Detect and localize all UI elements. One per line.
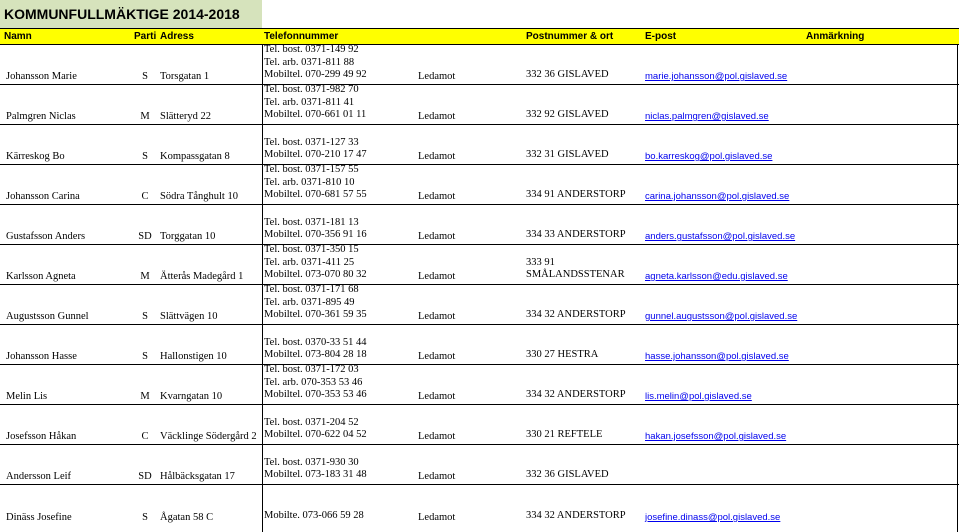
email-link[interactable]: marie.johansson@pol.gislaved.se [645,71,788,82]
phone-number: Mobiltel. 070-681 57 55 [264,189,367,201]
table-row [0,445,959,485]
phone-list [264,84,366,122]
phone-list [264,457,367,482]
phone-number: Tel. bost. 0371-181 13 [264,216,359,228]
email-link[interactable]: agneta.karlsson@edu.gislaved.se [645,271,788,282]
email-link[interactable]: hakan.josefsson@pol.gislaved.se [645,431,787,442]
table-row [0,485,959,525]
member-party: M [140,271,150,282]
member-name: Karlsson Agneta [6,271,76,282]
table-row [0,365,959,405]
member-party: S [142,512,148,523]
member-role: Ledamot [418,271,456,282]
phone-number: Mobiltel. 073-183 31 48 [264,469,367,481]
phone-number: Tel. bost. 0371-157 55 [264,164,359,176]
postal-line: 332 31 GISLAVED [526,149,609,161]
postal-line: 333 91 [526,256,555,268]
postal-address [526,229,626,242]
member-address: Hallonstigen 10 [160,351,227,362]
table-row [0,205,959,245]
member-name: Kärreskog Bo [6,151,65,162]
phone-number: Mobiltel. 073-804 28 18 [264,349,367,361]
phone-number: Tel. bost. 0371-350 15 [264,244,359,256]
member-role: Ledamot [418,431,456,442]
phone-number: Tel. bost. 0371-930 30 [264,456,359,468]
phone-number: Tel. bost. 0371-171 68 [264,284,359,296]
header-namn: Namn [4,31,32,42]
postal-line: 330 21 REFTELE [526,429,603,441]
member-name: Gustafsson Anders [6,231,86,242]
postal-address [526,189,626,202]
member-address: Kvarngatan 10 [160,391,223,402]
member-role: Ledamot [418,311,456,322]
phone-number: Mobiltel. 070-356 91 16 [264,229,367,241]
postal-address [526,149,609,162]
member-party: SD [138,471,152,482]
header-postnummer: Postnummer & ort [526,31,614,42]
postal-line: SMÅLANDSSTENAR [526,269,625,281]
member-role: Ledamot [418,471,456,482]
member-address: Ågatan 58 C [160,512,214,523]
member-role: Ledamot [418,151,456,162]
header-anmarkning: Anmärkning [806,31,865,42]
member-role: Ledamot [418,351,456,362]
postal-address [526,469,609,482]
phone-list [264,417,367,442]
email-link[interactable]: niclas.palmgren@gislaved.se [645,111,769,122]
postal-address [526,257,625,282]
member-party: S [142,71,148,82]
phone-list [264,284,367,322]
phone-list [264,137,367,162]
postal-address [526,309,626,322]
phone-number: Tel. bost. 0371-204 52 [264,416,359,428]
phone-number: Mobiltel. 073-070 80 32 [264,269,367,281]
member-party: C [141,191,149,202]
postal-line: 332 36 GISLAVED [526,69,609,81]
postal-line: 334 32 ANDERSTORP [526,309,626,321]
table-row [0,325,959,365]
member-role: Ledamot [418,111,456,122]
phone-number: Tel. bost. 0371-172 03 [264,364,359,376]
member-role: Ledamot [418,231,456,242]
table-row [0,285,959,325]
phone-number: Tel. bost. 0371-149 92 [264,44,359,56]
phone-number: Mobiltel. 070-622 04 52 [264,429,367,441]
phone-number: Tel. arb. 0371-810 10 [264,176,355,188]
postal-address [526,349,598,362]
member-party: M [140,111,150,122]
member-name: Johansson Marie [6,71,77,82]
postal-line: 332 92 GISLAVED [526,109,609,121]
email-link[interactable]: bo.karreskog@pol.gislaved.se [645,151,773,162]
postal-line: 334 32 ANDERSTORP [526,510,626,522]
phone-list [264,244,367,282]
postal-address [526,69,609,82]
header-parti: Parti [134,31,157,42]
member-party: C [141,431,149,442]
member-name: Dinäss Josefine [6,512,72,523]
member-address: Väcklinge Södergård 2 [160,431,257,442]
member-party: S [142,311,148,322]
email-link[interactable]: anders.gustafsson@pol.gislaved.se [645,231,796,242]
email-link[interactable]: carina.johansson@pol.gislaved.se [645,191,790,202]
member-name: Palmgren Niclas [6,111,76,122]
phone-number: Tel. arb. 0371-811 88 [264,56,355,68]
phone-number: Tel. bost. 0370-33 51 44 [264,336,367,348]
phone-number: Mobiltel. 070-353 53 46 [264,389,367,401]
postal-address [526,510,626,523]
table-row [0,405,959,445]
email-link[interactable]: lis.melin@pol.gislaved.se [645,391,752,402]
phone-list [264,364,367,402]
member-name: Augustsson Gunnel [6,311,89,322]
phone-list [264,44,367,82]
header-email: E-post [645,31,677,42]
member-role: Ledamot [418,71,456,82]
phone-number: Mobiltel. 070-299 49 92 [264,69,367,81]
member-role: Ledamot [418,191,456,202]
member-name: Josefsson Håkan [6,431,77,442]
member-address: Kompassgatan 8 [160,151,230,162]
postal-address [526,109,609,122]
member-name: Johansson Carina [6,191,80,202]
phone-number: Tel. arb. 0371-411 25 [264,256,355,268]
phone-number: Tel. arb. 070-353 53 46 [264,376,363,388]
members-table [0,45,959,525]
member-address: Torsgatan 1 [160,71,210,82]
member-address: Ätterås Madegård 1 [160,271,244,282]
member-party: SD [138,231,152,242]
member-address: Torggatan 10 [160,231,216,242]
phone-number: Tel. arb. 0371-895 49 [264,296,355,308]
member-address: Hålbäcksgatan 17 [160,471,235,482]
header-telefon: Telefonnummer [264,31,339,42]
member-party: M [140,391,150,402]
table-row [0,125,959,165]
phone-number: Tel. bost. 0371-127 33 [264,136,359,148]
postal-line: 334 91 ANDERSTORP [526,189,626,201]
page-title: KOMMUNFULLMÄKTIGE 2014-2018 [0,0,262,28]
member-party: S [142,151,148,162]
phone-list [264,510,364,523]
member-role: Ledamot [418,512,456,523]
postal-line: 330 27 HESTRA [526,349,599,361]
phone-number: Mobiltel. 070-361 59 35 [264,309,367,321]
postal-line: 334 32 ANDERSTORP [526,389,626,401]
phone-number: Tel. arb. 0371-811 41 [264,96,355,108]
email-link[interactable]: hasse.johansson@pol.gislaved.se [645,351,789,362]
table-row [0,45,959,85]
member-address: Slättvägen 10 [160,311,218,322]
member-address: Slätteryd 22 [160,111,212,122]
table-header [0,28,959,45]
member-name: Melin Lis [6,391,48,402]
phone-number: Mobiltel. 070-210 17 47 [264,149,367,161]
phone-number: Mobiltel. 070-661 01 11 [264,109,367,121]
phone-list [264,164,367,202]
phone-number: Mobilte. 073-066 59 28 [264,510,364,522]
postal-line: 334 33 ANDERSTORP [526,229,626,241]
member-party: S [142,351,148,362]
header-adress: Adress [160,31,194,42]
member-name: Andersson Leif [6,471,72,482]
email-link[interactable]: gunnel.augustsson@pol.gislaved.se [645,311,798,322]
phone-list [264,337,367,362]
postal-address [526,429,602,442]
member-address: Södra Tånghult 10 [160,191,238,202]
member-role: Ledamot [418,391,456,402]
member-name: Johansson Hasse [6,351,77,362]
postal-line: 332 36 GISLAVED [526,469,609,481]
table-row [0,245,959,285]
email-link[interactable]: josefine.dinass@pol.gislaved.se [645,512,781,523]
phone-list [264,217,367,242]
table-row [0,165,959,205]
postal-address [526,389,626,402]
phone-number: Tel. bost. 0371-982 70 [264,84,359,96]
table-row [0,85,959,125]
